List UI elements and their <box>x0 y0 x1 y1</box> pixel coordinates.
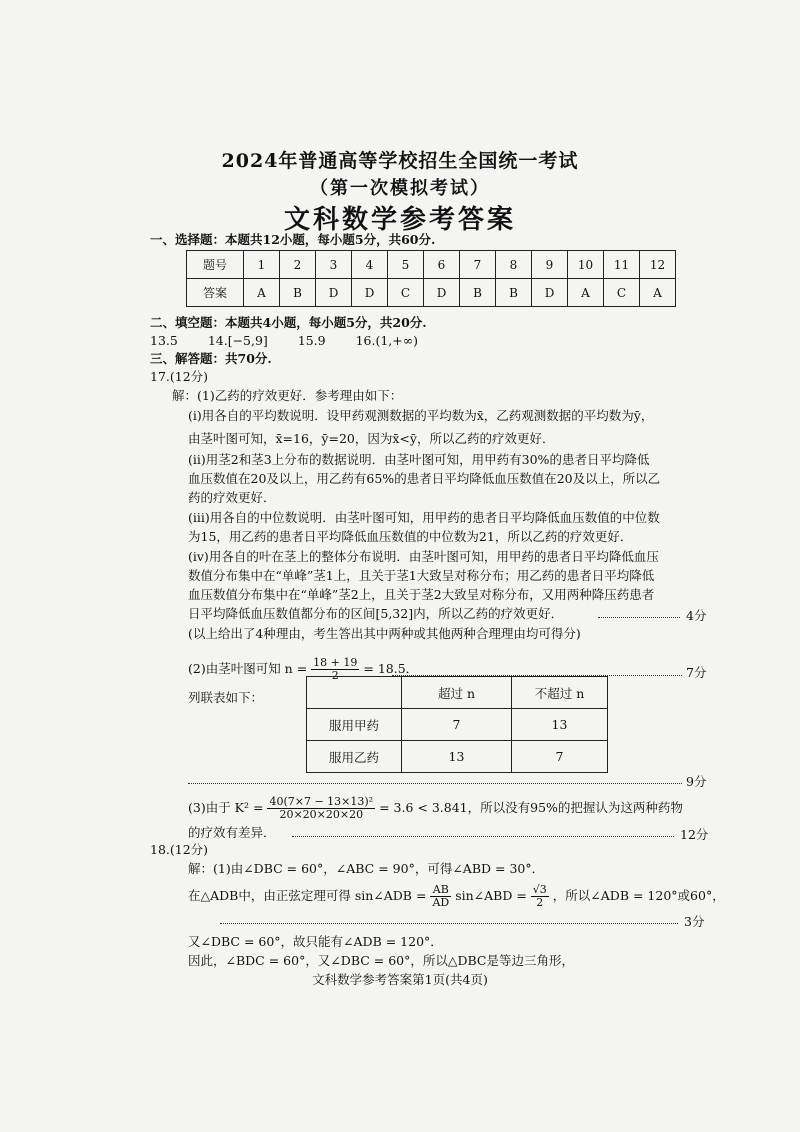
q17-note: (以上给出了4种理由，考生答出其中两种或其他两种合理理由均可得分) <box>188 626 581 641</box>
answer-cell: B <box>496 279 532 307</box>
table-header-cell: 不超过 n <box>512 677 608 709</box>
fraction: $\frac{\text{40(7×7 − 13×13)²}}{20\times 20\times 20\times 20}$ <box>269 795 374 821</box>
exam-subtitle: （第一次模拟考试） <box>310 178 490 199</box>
answer-14: 14.[−5,9] <box>207 333 268 348</box>
table-cell: 13 <box>512 709 608 741</box>
q17-intro: 解：(1)乙药的疗效更好．参考理由如下： <box>172 388 403 403</box>
answer-cell: C <box>604 279 640 307</box>
table-row <box>307 741 608 773</box>
answer-cell: A <box>640 279 676 307</box>
section-3-heading: 三、解答题：共70分. <box>150 351 272 366</box>
q17-reason-2-line-2: 血压数值在20及以上，用乙药有65%的患者日平均降低血压数值在20及以上，所以乙 <box>188 471 661 486</box>
q17-part-3: (3)由于 K² = $\frac{\text{40(7×7 − 13×13)²}}{20\times 20\times 20\times 20}$ = 3.6 < 3.841，所以没有95%的把握认为这两种药物 <box>188 795 683 821</box>
row-label-question: 题号 <box>187 251 244 279</box>
table-header-cell: 超过 n <box>402 677 512 709</box>
answer-cell: C <box>388 279 424 307</box>
score-leader-dots <box>292 836 674 837</box>
answer-15: 15.9 <box>297 333 326 348</box>
question-number: 11 <box>604 251 640 279</box>
q17-reason-2-line-3: 药的疗效更好． <box>188 490 276 505</box>
question-number: 7 <box>460 251 496 279</box>
q18-line-1: 解：(1)由∠DBC = 60°，∠ABC = 90°，可得∠ABD = 30°． <box>188 861 545 876</box>
score-mark: 7分 <box>686 665 707 680</box>
answer-16: 16.(1,+∞) <box>355 333 419 348</box>
fill-in-answers <box>150 333 418 349</box>
score-mark: 4分 <box>686 608 707 623</box>
question-number: 5 <box>388 251 424 279</box>
score-mark: 3分 <box>684 914 705 929</box>
table-cell: 7 <box>512 741 608 773</box>
section-2-heading: 二、填空题：本题共4小题，每小题5分，共20分. <box>150 315 427 330</box>
score-leader-dots <box>188 783 682 784</box>
answer-cell: D <box>532 279 568 307</box>
table-cell: 13 <box>402 741 512 773</box>
contingency-table <box>306 676 608 773</box>
answer-cell: B <box>280 279 316 307</box>
table-row-label: 服用乙药 <box>307 741 402 773</box>
q17-table-intro: 列联表如下： <box>188 690 264 705</box>
q17-reason-1-line-2: 由茎叶图可知，x̄=16，ȳ=20，因为x̄<ȳ，所以乙药的疗效更好． <box>188 431 555 446</box>
q17-reason-2-line-1: (ii)用茎2和茎3上分布的数据说明．由茎叶图可知，用甲药有30%的患者日平均降低 <box>188 452 650 467</box>
q17-part-3-line-2: 的疗效有差异． <box>188 825 276 840</box>
page-footer: 文科数学参考答案第1页(共4页) <box>312 972 488 987</box>
question-number: 3 <box>316 251 352 279</box>
fraction: $\frac{√3}{2}$ <box>532 883 547 909</box>
q18-line-2: 在△ADB中，由正弦定理可得 sin∠ADB = $\frac{AB}{AD}$ sin∠ABD = $\frac{√3}{2}$ ，所以∠ADB = 120°或60°， <box>188 883 725 909</box>
q17-reason-4-line-3: 血压数值分布集中在“单峰”茎2上，且关于茎2大致呈对称分布，又用两种降压药患者 <box>188 587 655 602</box>
exam-title: 2024年普通高等学校招生全国统一考试 <box>221 150 579 172</box>
q18-line-4: 因此，∠BDC = 60°，又∠DBC = 60°，所以△DBC是等边三角形， <box>188 953 574 968</box>
answer-cell: A <box>568 279 604 307</box>
question-number: 4 <box>352 251 388 279</box>
section-1-heading: 一、选择题：本题共12小题，每小题5分，共60分. <box>150 232 436 247</box>
q17-reason-4-line-4: 日平均降低血压数值都分布的区间[5,32]内，所以乙药的疗效更好． <box>188 606 564 621</box>
answer-cell: D <box>352 279 388 307</box>
q17-reason-3-line-1: (iii)用各自的中位数说明．由茎叶图可知，用甲药的患者日平均降低血压数值的中位数 <box>188 510 660 525</box>
answer-13: 13.5 <box>150 333 178 348</box>
score-leader-dots <box>220 923 678 924</box>
answer-cell: D <box>316 279 352 307</box>
q17-part-2: (2)由茎叶图可知 n = $\frac{18 + 19}{2}$ = 18.5． <box>188 656 419 682</box>
question-number: 12 <box>640 251 676 279</box>
score-mark: 12分 <box>680 827 709 842</box>
question-number-row <box>187 251 676 279</box>
q18-line-3: 又∠DBC = 60°，故只能有∠ADB = 120°． <box>188 934 443 949</box>
answer-cell: A <box>244 279 280 307</box>
question-number: 9 <box>532 251 568 279</box>
score-mark: 9分 <box>686 774 707 789</box>
q17-heading: 17.(12分) <box>150 369 209 384</box>
answer-row <box>187 279 676 307</box>
answer-cell: D <box>424 279 460 307</box>
q18-heading: 18.(12分) <box>150 842 209 857</box>
question-number: 2 <box>280 251 316 279</box>
document-title: 文科数学参考答案 <box>283 205 516 235</box>
table-row-label: 服用甲药 <box>307 709 402 741</box>
question-number: 10 <box>568 251 604 279</box>
answer-table <box>186 250 676 307</box>
answer-cell: B <box>460 279 496 307</box>
fraction: $\frac{AB}{AD}$ <box>432 883 450 909</box>
question-number: 1 <box>244 251 280 279</box>
table-cell: 7 <box>402 709 512 741</box>
q17-reason-1-line-1: (i)用各自的平均数说明．设甲药观测数据的平均数为x̄，乙药观测数据的平均数为ȳ， <box>188 408 654 423</box>
question-number: 6 <box>424 251 460 279</box>
row-label-answer: 答案 <box>187 279 244 307</box>
table-header-cell <box>307 677 402 709</box>
fraction: $\frac{18 + 19}{2}$ <box>313 656 358 682</box>
table-row <box>307 709 608 741</box>
question-number: 8 <box>496 251 532 279</box>
q17-reason-4-line-2: 数值分布集中在“单峰”茎1上，且关于茎1大致呈对称分布；用乙药的患者日平均降低 <box>188 568 655 583</box>
score-leader-dots <box>598 617 680 618</box>
q17-reason-3-line-2: 为15，用乙药的患者日平均降低血压数值的中位数为21，所以乙药的疗效更好． <box>188 529 633 544</box>
table-header-row <box>307 677 608 709</box>
q17-reason-4-line-1: (iv)用各自的叶在茎上的整体分布说明．由茎叶图可知，用甲药的患者日平均降低血压 <box>188 549 659 564</box>
